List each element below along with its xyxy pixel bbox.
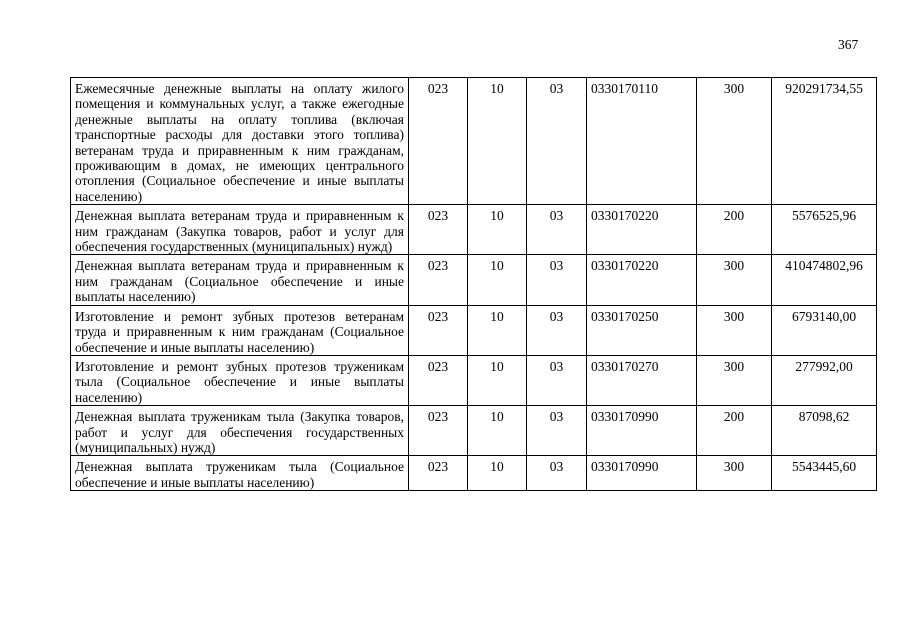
table-row xyxy=(71,355,877,405)
row-description: Денежная выплата труженикам тыла (Закупка товаров, работ и услуг для обеспечения государственных (муниципальных) нужд) xyxy=(71,406,409,456)
row-section-code: 10 xyxy=(468,305,527,355)
row-subsection-code: 03 xyxy=(527,355,587,405)
row-expense-type-code: 300 xyxy=(697,456,772,491)
row-expense-type-code: 300 xyxy=(697,305,772,355)
row-amount: 410474802,96 xyxy=(772,255,877,305)
row-description: Денежная выплата ветеранам труда и приравненным к ним гражданам (Социальное обеспечение и иные выплаты населению) xyxy=(71,255,409,305)
row-subsection-code: 03 xyxy=(527,456,587,491)
row-amount: 277992,00 xyxy=(772,355,877,405)
row-department-code: 023 xyxy=(409,205,468,255)
row-amount: 6793140,00 xyxy=(772,305,877,355)
row-subsection-code: 03 xyxy=(527,205,587,255)
row-expense-type-code: 300 xyxy=(697,355,772,405)
row-section-code: 10 xyxy=(468,406,527,456)
row-target-article-code: 0330170990 xyxy=(587,456,697,491)
row-section-code: 10 xyxy=(468,355,527,405)
row-amount: 5576525,96 xyxy=(772,205,877,255)
row-target-article-code: 0330170220 xyxy=(587,255,697,305)
row-target-article-code: 0330170110 xyxy=(587,78,697,205)
budget-table-body xyxy=(71,78,877,491)
row-target-article-code: 0330170220 xyxy=(587,205,697,255)
row-expense-type-code: 300 xyxy=(697,255,772,305)
row-section-code: 10 xyxy=(468,205,527,255)
row-target-article-code: 0330170250 xyxy=(587,305,697,355)
row-target-article-code: 0330170270 xyxy=(587,355,697,405)
table-row xyxy=(71,305,877,355)
table-row xyxy=(71,205,877,255)
row-amount: 87098,62 xyxy=(772,406,877,456)
row-department-code: 023 xyxy=(409,355,468,405)
row-department-code: 023 xyxy=(409,78,468,205)
row-department-code: 023 xyxy=(409,255,468,305)
row-description: Денежная выплата труженикам тыла (Социальное обеспечение и иные выплаты населению) xyxy=(71,456,409,491)
row-subsection-code: 03 xyxy=(527,78,587,205)
row-expense-type-code: 200 xyxy=(697,406,772,456)
row-department-code: 023 xyxy=(409,305,468,355)
row-section-code: 10 xyxy=(468,255,527,305)
row-description: Изготовление и ремонт зубных протезов ветеранам труда и приравненным к ним гражданам (Социальное обеспечение и иные выплаты населению) xyxy=(71,305,409,355)
row-subsection-code: 03 xyxy=(527,406,587,456)
row-target-article-code: 0330170990 xyxy=(587,406,697,456)
table-row xyxy=(71,406,877,456)
row-department-code: 023 xyxy=(409,456,468,491)
page-number: 367 xyxy=(838,37,859,52)
table-row xyxy=(71,78,877,205)
budget-table xyxy=(70,77,877,491)
row-description: Денежная выплата ветеранам труда и приравненным к ним гражданам (Закупка товаров, работ и услуг для обеспечения государственных (муниципальных) нужд) xyxy=(71,205,409,255)
row-department-code: 023 xyxy=(409,406,468,456)
row-expense-type-code: 200 xyxy=(697,205,772,255)
row-subsection-code: 03 xyxy=(527,255,587,305)
row-section-code: 10 xyxy=(468,78,527,205)
row-amount: 5543445,60 xyxy=(772,456,877,491)
row-expense-type-code: 300 xyxy=(697,78,772,205)
row-subsection-code: 03 xyxy=(527,305,587,355)
table-row xyxy=(71,456,877,491)
row-description: Ежемесячные денежные выплаты на оплату жилого помещения и коммунальных услуг, а также ежегодные денежные выплаты на оплату топлива (включая транспортные расходы для доставки этого топлива) ветеранам труда и приравненным к ним гражданам, проживающим в домах, не имеющих центрального отопления (Социальное обеспечение и иные выплаты населению) xyxy=(71,78,409,205)
row-section-code: 10 xyxy=(468,456,527,491)
row-amount: 920291734,55 xyxy=(772,78,877,205)
table-row xyxy=(71,255,877,305)
row-description: Изготовление и ремонт зубных протезов труженикам тыла (Социальное обеспечение и иные выплаты населению) xyxy=(71,355,409,405)
